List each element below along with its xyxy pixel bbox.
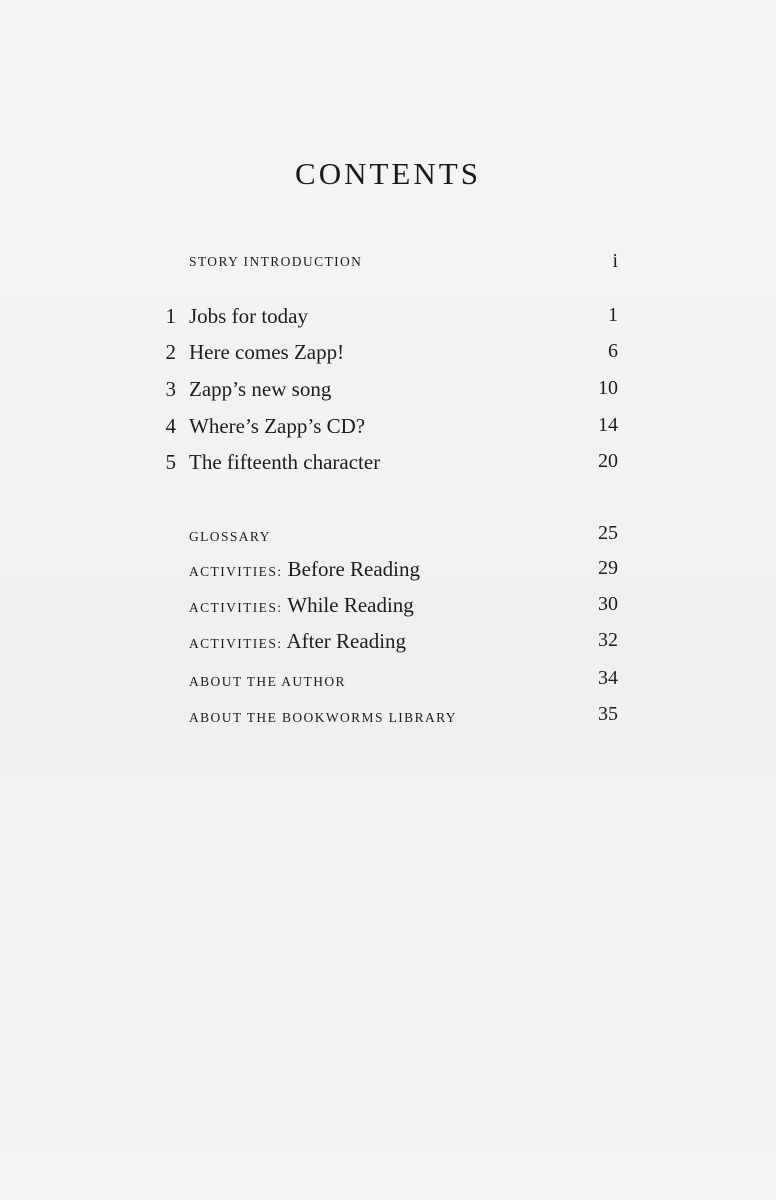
chapter-number: 3	[165, 377, 176, 401]
toc-entry-title: Before Reading	[287, 557, 421, 581]
toc-entry-after-reading	[0, 629, 776, 659]
toc-page-number: 25	[598, 522, 618, 544]
toc-entry-about-author	[0, 667, 776, 697]
toc-page-number: 20	[598, 450, 618, 472]
toc-entry-while-reading	[0, 593, 776, 623]
toc-entry-label: STORY INTRODUCTION	[189, 254, 363, 269]
toc-entry-label	[189, 557, 420, 582]
toc-entry-title: After Reading	[286, 629, 407, 653]
toc-page-number: i	[612, 250, 618, 272]
toc-entry-label	[189, 629, 406, 654]
toc-entry-glossary	[0, 522, 776, 552]
toc-page-number: 10	[598, 377, 618, 399]
toc-entry-prefix: ACTIVITIES:	[189, 564, 283, 579]
toc-page-number: 29	[598, 557, 618, 579]
toc-entry-label	[189, 703, 457, 728]
chapter-title: Where’s Zapp’s CD?	[189, 414, 366, 438]
toc-entry-prefix: ACTIVITIES:	[189, 636, 283, 651]
page-title: CONTENTS	[295, 156, 481, 191]
toc-chapter-3	[0, 377, 776, 407]
toc-page-number: 1	[608, 304, 618, 326]
toc-page-number: 32	[598, 629, 618, 651]
chapter-number: 4	[165, 414, 176, 438]
toc-entry-label	[189, 593, 414, 618]
toc-entry-title: While Reading	[287, 593, 414, 617]
toc-page-number: 30	[598, 593, 618, 615]
toc-entry-prefix: ACTIVITIES:	[189, 600, 283, 615]
toc-page-number: 34	[598, 667, 618, 689]
chapter-number: 2	[165, 340, 176, 364]
toc-entry-prefix: ABOUT THE AUTHOR	[189, 674, 346, 689]
chapter-title: Zapp’s new song	[189, 377, 332, 401]
chapter-title: The fifteenth character	[189, 450, 381, 474]
toc-entry-prefix: ABOUT THE BOOKWORMS LIBRARY	[189, 710, 457, 725]
toc-entry-label	[189, 667, 346, 692]
chapter-title: Here comes Zapp!	[189, 340, 345, 364]
toc-entry-label	[189, 522, 271, 547]
toc-page-number: 6	[608, 340, 618, 362]
toc-entry-before-reading	[0, 557, 776, 587]
toc-entry-intro	[0, 250, 776, 280]
toc-page-number: 14	[598, 414, 618, 436]
toc-entry-about-library	[0, 703, 776, 733]
toc-page-number: 35	[598, 703, 618, 725]
toc-chapter-5	[0, 450, 776, 480]
chapter-number: 1	[165, 304, 176, 328]
chapter-number: 5	[165, 450, 176, 474]
toc-chapter-1	[0, 304, 776, 334]
chapter-title: Jobs for today	[189, 304, 308, 328]
toc-chapter-4	[0, 414, 776, 444]
toc-entry-prefix: GLOSSARY	[189, 529, 271, 544]
toc-chapter-2	[0, 340, 776, 370]
